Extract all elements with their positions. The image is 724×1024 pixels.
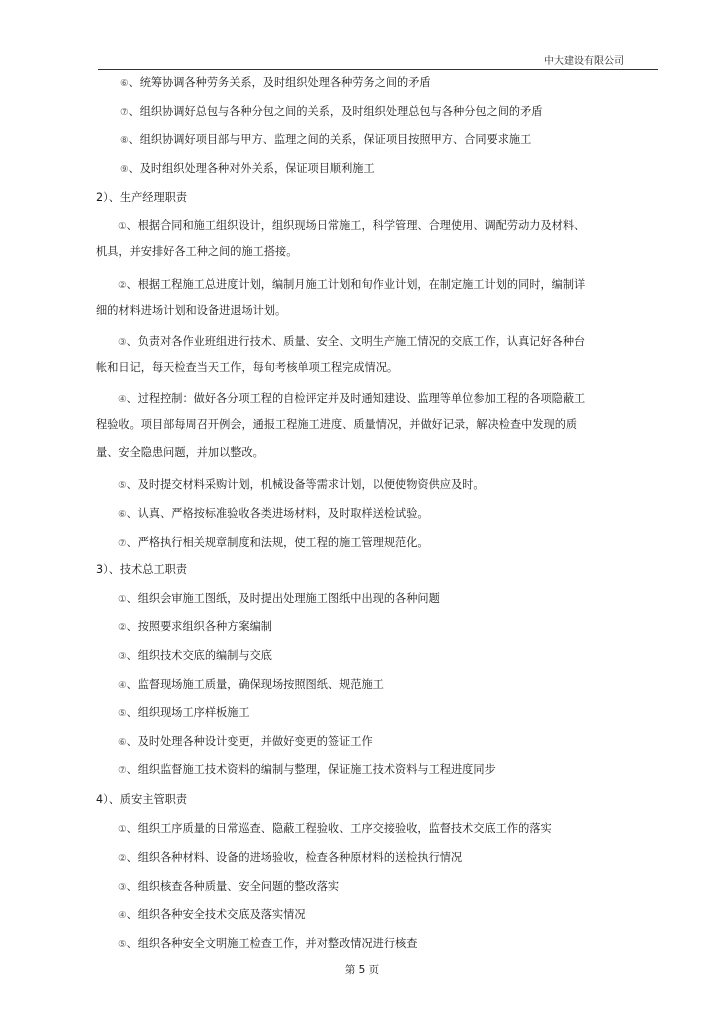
- list-marker: ④: [118, 680, 127, 691]
- list-marker: ⑥: [118, 737, 127, 748]
- list-marker: ②: [118, 622, 127, 633]
- line-text: 、组织技术交底的编制与交底: [126, 649, 272, 662]
- list-marker: ③: [118, 651, 127, 662]
- line-text: 3）、技术总工职责: [96, 563, 188, 576]
- list-item: [118, 822, 552, 837]
- line-text: 量、安全隐患问题，并加以整改。: [96, 446, 264, 459]
- list-marker: ⑤: [118, 480, 127, 491]
- list-item: [118, 392, 585, 407]
- line-text: 、根据合同和施工组织设计，组织现场日常施工，科学管理、合理使用、调配劳动力及材料、: [126, 219, 586, 232]
- list-item: [118, 735, 373, 750]
- list-item: [118, 880, 339, 895]
- section-heading: [96, 793, 187, 807]
- list-item: [118, 478, 485, 493]
- list-marker: ⑦: [120, 107, 129, 118]
- list-item: [118, 335, 585, 350]
- paragraph-continuation: [96, 245, 297, 259]
- paragraph-continuation: [96, 418, 577, 432]
- line-text: 、负责对各作业班组进行技术、质量、安全、文明生产施工情况的交底工作，认真记好各种台: [126, 335, 586, 348]
- list-item: [118, 278, 585, 293]
- line-text: 、严格执行相关规章制度和法规，使工程的施工管理规范化。: [126, 536, 429, 549]
- line-text: 、组织各种安全文明施工检查工作，并对整改情况进行核查: [126, 937, 418, 950]
- list-item: [118, 507, 429, 522]
- paragraph-continuation: [96, 446, 264, 460]
- list-item: [118, 592, 440, 607]
- line-text: 、组织协调好项目部与甲方、监理之间的关系，保证项目按照甲方、合同要求施工: [128, 133, 532, 146]
- list-item: [120, 162, 375, 177]
- line-text: 机具，并安排好各工种之间的施工搭接。: [96, 245, 298, 258]
- list-marker: ⑤: [118, 708, 127, 719]
- list-item: [120, 105, 542, 120]
- line-text: 、认真、严格按标准验收各类进场材料，及时取样送检试验。: [126, 507, 429, 520]
- line-text: 4）、质安主管职责: [96, 793, 188, 806]
- line-text: 、及时处理各种设计变更，并做好变更的签证工作: [126, 735, 373, 748]
- list-item: [118, 219, 585, 234]
- list-item: [118, 536, 429, 551]
- line-text: 、过程控制：做好各分项工程的自检评定并及时通知建设、监理等单位参加工程的各项隐蔽工: [126, 392, 586, 405]
- header-company-name: 中大建设有限公司: [544, 56, 624, 67]
- line-text: 2）、生产经理职责: [96, 191, 188, 204]
- list-item: [118, 851, 462, 866]
- section-heading: [96, 191, 187, 205]
- list-item: [118, 937, 417, 952]
- line-text: 、组织工序质量的日常巡查、隐蔽工程验收、工序交接验收，监督技术交底工作的落实: [126, 822, 552, 835]
- list-marker: ⑨: [120, 164, 129, 175]
- list-marker: ⑧: [120, 135, 129, 146]
- line-text: 、监督现场施工质量，确保现场按照图纸、规范施工: [126, 678, 384, 691]
- paragraph-continuation: [96, 304, 286, 318]
- line-text: 、根据工程施工总进度计划，编制月施工计划和旬作业计划，在制定施工计划的同时，编制详: [126, 278, 586, 291]
- list-marker: ①: [118, 221, 127, 232]
- line-text: 、及时提交材料采购计划，机械设备等需求计划，以便使物资供应及时。: [126, 478, 485, 491]
- list-item: [118, 908, 306, 923]
- list-item: [118, 678, 384, 693]
- section-heading: [96, 563, 187, 577]
- line-text: 、组织会审施工图纸，及时提出处理施工图纸中出现的各种问题: [126, 592, 440, 605]
- list-marker: ③: [118, 337, 127, 348]
- line-text: 、按照要求组织各种方案编制: [126, 620, 272, 633]
- list-item: [118, 706, 250, 721]
- line-text: 帐和日记，每天检查当天工作，每旬考核单项工程完成情况。: [96, 361, 399, 374]
- header-divider: [98, 69, 658, 70]
- line-text: 、组织核查各种质量、安全问题的整改落实: [126, 880, 340, 893]
- page-number: 第 5 页: [344, 964, 380, 976]
- line-text: 、及时组织处理各种对外关系，保证项目顺利施工: [128, 162, 375, 175]
- list-item: [118, 763, 496, 778]
- list-item: [118, 649, 272, 664]
- line-text: 、组织协调好总包与各种分包之间的关系，及时组织处理总包与各种分包之间的矛盾: [128, 105, 543, 118]
- line-text: 、组织现场工序样板施工: [126, 706, 250, 719]
- paragraph-continuation: [96, 361, 398, 375]
- list-marker: ⑤: [118, 939, 127, 950]
- list-marker: ⑦: [118, 765, 127, 776]
- line-text: 程验收。项目部每周召开例会，通报工程施工进度、质量情况，并做好记录，解决检查中发现的质: [96, 418, 578, 431]
- list-marker: ③: [118, 882, 127, 893]
- list-item: [120, 76, 431, 91]
- list-item: [118, 620, 272, 635]
- list-marker: ②: [118, 280, 127, 291]
- line-text: 细的材料进场计划和设备进退场计划。: [96, 304, 287, 317]
- list-marker: ②: [118, 853, 127, 864]
- list-marker: ④: [118, 394, 127, 405]
- line-text: 、组织各种材料、设备的进场验收，检查各种原材料的送检执行情况: [126, 851, 463, 864]
- line-text: 、组织监督施工技术资料的编制与整理，保证施工技术资料与工程进度同步: [126, 763, 496, 776]
- list-marker: ④: [118, 910, 127, 921]
- list-marker: ⑥: [118, 509, 127, 520]
- line-text: 、统筹协调各种劳务关系，及时组织处理各种劳务之间的矛盾: [128, 76, 431, 89]
- list-marker: ⑦: [118, 538, 127, 549]
- list-marker: ⑥: [120, 78, 129, 89]
- list-marker: ①: [118, 594, 127, 605]
- line-text: 、组织各种安全技术交底及落实情况: [126, 908, 306, 921]
- list-item: [120, 133, 531, 148]
- list-marker: ①: [118, 824, 127, 835]
